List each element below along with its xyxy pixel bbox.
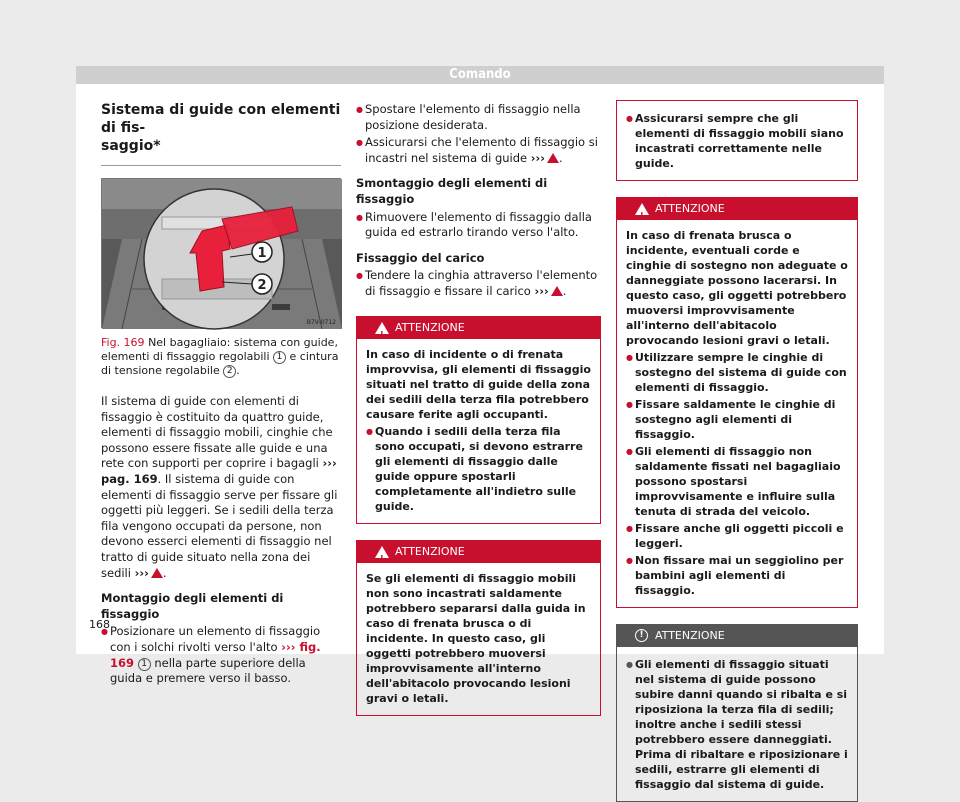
caption-text-b: e cintura di tensione regolabile xyxy=(101,350,339,377)
intro-text-b: . Il sistema di guide con elementi di fissaggio serve per fissare gli oggetti più leggeri. Se i sedili della terza fila vengono occupati da persone, non devono esserci elementi di fissaggio nel tratto di guide situato nella zona dei sedili xyxy=(101,471,338,580)
mounting-step-3-text: Assicurarsi che l'elemento di fissaggio si incastri nel sistema di guide xyxy=(365,135,598,165)
warning-bullet: ● Fissare anche gli oggetti piccoli e leggeri. xyxy=(626,521,848,551)
dismount-step: ● Rimuovere l'elemento di fissaggio dalla guida ed estrarlo tirando verso l'alto. xyxy=(356,210,601,241)
warning-bullet: ● Gli elementi di fissaggio non saldamente fissati nel bagagliaio possono spostarsi improvvisamente e influire sulla tenuta di strada del veicolo. xyxy=(626,444,848,519)
warning-header xyxy=(357,541,600,563)
load-step: ● Tendere la cinghia attraverso l'elemento di fissaggio e fissare il carico ››› . xyxy=(356,268,601,299)
note-label: ATTENZIONE xyxy=(655,629,725,642)
warning-bullet: ● Quando i sedili della terza fila sono occupati, si devono estrarre gli elementi di fissaggio dalle guide oppure spostarli completamente all'indietro sulle guide. xyxy=(366,424,591,514)
column-2 xyxy=(356,100,601,716)
warning-ref-arrows-3[interactable]: ››› xyxy=(534,283,549,298)
caption-text-a: Nel bagagliaio: sistema con guide, elementi di fissaggio regolabili xyxy=(101,336,338,363)
figure-label: Fig. 169 xyxy=(101,336,145,349)
figure-caption xyxy=(101,336,341,378)
callout-2: 2 xyxy=(257,278,267,293)
badge-2: 2 xyxy=(223,365,236,378)
warning-bullet: ● Fissare saldamente le cinghie di sostegno agli elementi di fissaggio. xyxy=(626,397,848,442)
warning-text: Se gli elementi di fissaggio mobili non sono incastrati saldamente potrebbero separarsi dalla guida in caso di frenata brusca o di incidente. In questo caso, gli oggetti potrebbero muoversi improvvisamente all'interno dell'abitacolo provocando lesioni gravi o letali. xyxy=(366,571,586,705)
dismount-title: Smontaggio degli elementi di fissaggio xyxy=(356,176,548,206)
warning-body xyxy=(357,339,600,523)
warning-label: ATTENZIONE xyxy=(655,202,725,215)
figure-image xyxy=(101,178,341,328)
warning-bullet: ● Non fissare mai un seggiolino per bambini agli elementi di fissaggio. xyxy=(626,553,848,598)
page-number: 168 xyxy=(89,618,110,631)
header-title: Comando xyxy=(449,67,511,82)
trunk-illustration xyxy=(102,179,342,329)
warning-ref-arrows-2[interactable]: ››› xyxy=(530,150,545,165)
warning-triangle-icon xyxy=(375,546,389,558)
caption-end: . xyxy=(236,364,240,377)
callout-1: 1 xyxy=(257,246,267,261)
warning-ref-arrows[interactable]: ››› xyxy=(134,565,149,580)
mounting-title: Montaggio degli elementi di fissaggio xyxy=(101,591,284,621)
mounting-step xyxy=(101,624,341,686)
mounting-step-text-b: nella parte superiore della guida e premere verso il basso. xyxy=(110,655,306,686)
note-bullet: ● Gli elementi di fissaggio situati nel sistema di guide possono subire danni quando si ribalta e si riposiziona la terza fila di sedili; inoltre anche i sedili stessi potrebbero essere danneggiati. Prima di ribaltare e riposizionare i sedili, estrarre gli elementi di fissaggio dal sistema di guide. xyxy=(626,657,848,792)
warning-text: In caso di incidente o di frenata improvvisa, gli elementi di fissaggio situati nel tratto di guide della zona dei sedili della terza fila potrebbero causare ferite agli occupanti. xyxy=(366,347,591,421)
load-step-text: Tendere la cinghia attraverso l'elemento di fissaggio e fissare il carico xyxy=(365,268,598,298)
warning-header xyxy=(357,317,600,339)
figure-code: B7V-0712 xyxy=(306,319,336,326)
warning-box-3 xyxy=(616,197,858,608)
warning-label: ATTENZIONE xyxy=(395,320,465,334)
badge-1-inline: 1 xyxy=(138,658,151,671)
warning-body xyxy=(357,563,600,715)
note-header xyxy=(617,625,857,647)
warning-icon xyxy=(547,153,559,163)
warning-header xyxy=(617,198,857,220)
warning-box-2 xyxy=(356,540,601,716)
info-icon: ! xyxy=(635,629,648,642)
warning-icon xyxy=(151,568,163,578)
column-1 xyxy=(101,84,341,687)
intro-text-a: Il sistema di guide con elementi di fissaggio è costituito da quattro guide, elementi di fissaggio mobili, cinghie che possono essere fissate alle guide e una rete con supporti per coprire i bagagli xyxy=(101,394,333,471)
warning-text: In caso di frenata brusca o incidente, eventuali corde e cinghie di sostegno non adeguate o danneggiate possono lacerarsi. In questo caso, gli oggetti potrebbero muoversi improvvisamente all'interno dell'abitacolo provocando lesioni gravi o letali. xyxy=(626,229,848,347)
section-title: Sistema di guide con elementi di fis- saggio* xyxy=(101,84,341,166)
warning-icon xyxy=(551,286,563,296)
warning-continued-bullet: ● Assicurarsi sempre che gli elementi di fissaggio mobili siano incastrati correttamente nelle guide. xyxy=(626,111,848,171)
note-body xyxy=(617,647,857,801)
mounting-step-2: ● Spostare l'elemento di fissaggio nella posizione desiderata. xyxy=(356,102,601,133)
intro-paragraph: Il sistema di guide con elementi di fissaggio è costituito da quattro guide, elementi di fissaggio mobili, cinghie che possono essere fissate alle guide e una rete con supporti per coprire i bagagli ››› pag. 169. Il sistema di guide con elementi di fissaggio serve per fissare gli oggetti più leggeri. Se i sedili della terza fila vengono occupati da persone, non devono esserci elementi di fissaggio nel tratto di guide situato nella zona dei sedili ››› . xyxy=(101,394,338,580)
warning-continued-box xyxy=(616,100,858,181)
warning-triangle-icon xyxy=(635,203,649,215)
warning-box-1 xyxy=(356,316,601,524)
warning-body xyxy=(617,220,857,607)
load-title: Fissaggio del carico xyxy=(356,250,485,265)
page-ref-link[interactable]: ››› pag. 169 xyxy=(101,456,337,486)
figure-ref-link[interactable]: ››› fig. 169 xyxy=(110,639,321,670)
note-box xyxy=(616,624,858,802)
mounting-step-text-a: Posizionare un elemento di fissaggio con i solchi rivolti verso l'alto xyxy=(110,624,321,654)
warning-continued-body xyxy=(617,101,857,180)
warning-label: ATTENZIONE xyxy=(395,544,465,558)
warning-triangle-icon xyxy=(375,322,389,334)
manual-page xyxy=(76,66,884,791)
warning-bullet: ● Utilizzare sempre le cinghie di sostegno del sistema di guide con elementi di fissaggio. xyxy=(626,350,848,395)
mounting-step-3: ● Assicurarsi che l'elemento di fissaggio si incastri nel sistema di guide ››› . xyxy=(356,135,601,166)
badge-1: 1 xyxy=(273,351,286,364)
header-bar xyxy=(76,66,884,84)
column-3 xyxy=(616,100,858,802)
